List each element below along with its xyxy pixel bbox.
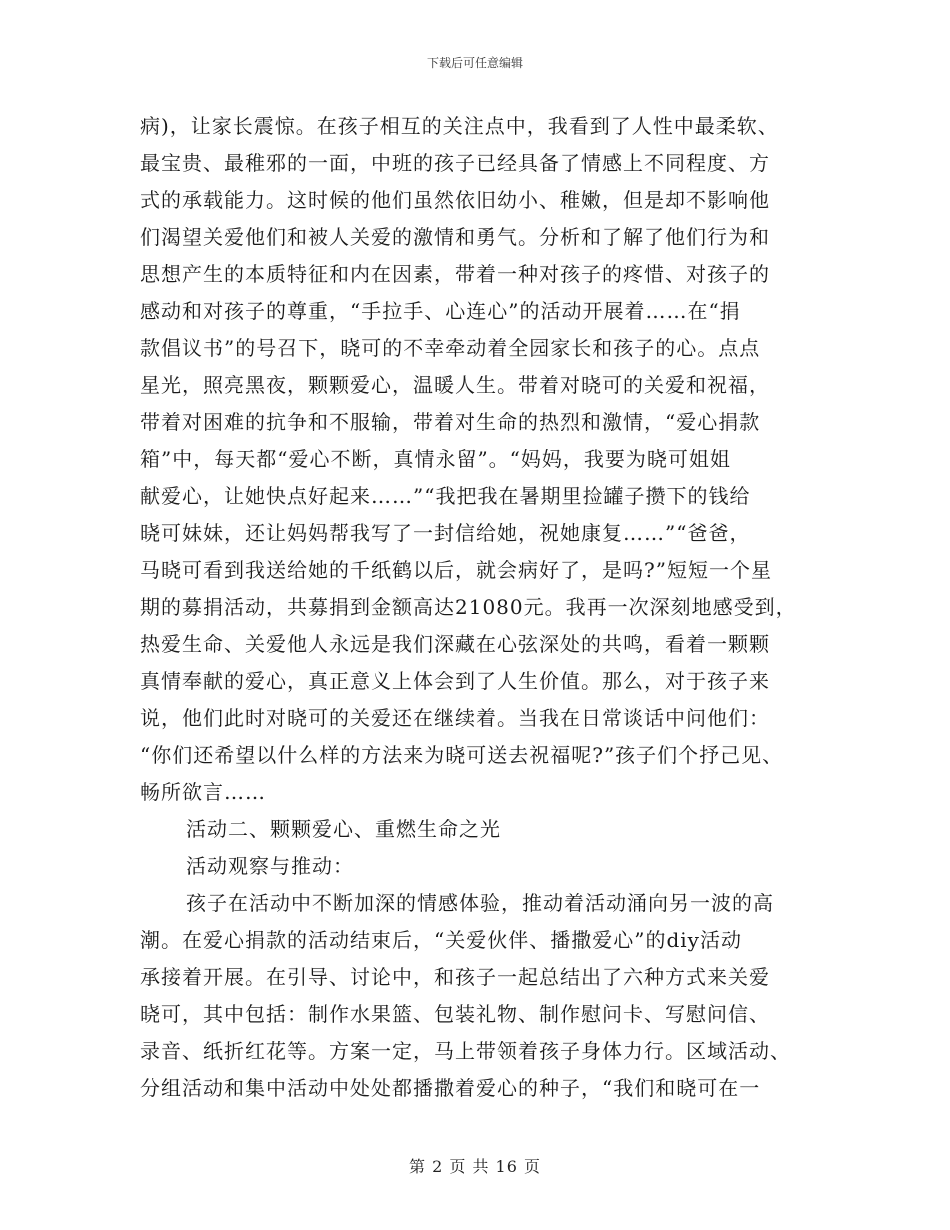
- text-line: 们渴望关爱他们和被人关爱的激情和勇气。分析和了解了他们行为和: [140, 225, 770, 249]
- text-line: 说，他们此时对晓可的关爱还在继续着。当我在日常谈话中问他们：: [140, 706, 770, 730]
- text-line: 最宝贵、最稚邪的一面，中班的孩子已经具备了情感上不同程度、方: [140, 151, 770, 175]
- text-line: 感动和对孩子的尊重，“手拉手、心连心”的活动开展着……在“捐: [140, 299, 741, 323]
- text-line: 思想产生的本质特征和内在因素，带着一种对孩子的疼惜、对孩子的: [140, 262, 770, 286]
- text-line: 分组活动和集中活动中处处都播撒着爱心的种子，“我们和晓可在一: [140, 1076, 761, 1100]
- text-line: 期的募捐活动，共募捐到金额高达21080元。我再一次深刻地感受到，: [140, 595, 797, 619]
- text-line: 潮。在爱心捐款的活动结束后，“关爱伙伴、播撒爱心”的diy活动: [140, 928, 742, 952]
- text-line: 马晓可看到我送给她的千纸鹤以后，就会病好了，是吗?”短短一个星: [140, 558, 772, 582]
- text-line: 病)，让家长震惊。在孩子相互的关注点中，我看到了人性中最柔软、: [140, 114, 779, 138]
- text-line: 录音、纸折红花等。方案一定，马上带领着孩子身体力行。区域活动、: [140, 1039, 791, 1063]
- text-line: 真情奉献的爱心，真正意义上体会到了人生价值。那么，对于孩子来: [140, 669, 770, 693]
- subsection-heading: 活动观察与推动：: [186, 854, 354, 878]
- text-line: 热爱生命、关爱他人永远是我们深藏在心弦深处的共鸣，看着一颗颗: [140, 632, 770, 656]
- text-line: 款倡议书”的号召下，晓可的不幸牵动着全园家长和孩子的心。点点: [140, 336, 761, 360]
- text-line: 晓可妹妹，还让妈妈帮我写了一封信给她，祝她康复……”“爸爸，: [140, 521, 751, 545]
- section-heading: 活动二、颗颗爱心、重燃生命之光: [186, 817, 501, 841]
- text-line: 星光，照亮黑夜，颗颗爱心，温暖人生。带着对晓可的关爱和祝福，: [140, 373, 770, 397]
- text-line: 带着对困难的抗争和不服输，带着对生命的热烈和激情，“爱心捐款: [140, 410, 761, 434]
- paragraph-start-line: 孩子在活动中不断加深的情感体验，推动着活动涌向另一波的高: [186, 891, 774, 915]
- text-line: “你们还希望以什么样的方法来为晓可送去祝福呢?”孩子们个抒己见、: [140, 743, 784, 767]
- text-line: 献爱心，让她快点好起来……”“我把我在暑期里捡罐子攒下的钱给: [140, 484, 751, 508]
- text-line: 承接着开展。在引导、讨论中，和孩子一起总结出了六种方式来关爱: [140, 965, 770, 989]
- text-line: 箱”中，每天都“爱心不断，真情永留”。“妈妈，我要为晓可姐姐: [140, 447, 731, 471]
- text-line: 式的承载能力。这时候的他们虽然依旧幼小、稚嫩，但是却不影响他: [140, 188, 770, 212]
- header-note: 下载后可任意编辑: [426, 56, 523, 70]
- page-number: 第 2 页 共 16 页: [409, 1157, 541, 1176]
- text-line: 晓可，其中包括：制作水果篮、包装礼物、制作慰问卡、写慰问信、: [140, 1002, 770, 1026]
- document-body: [140, 108, 820, 1107]
- text-line: 畅所欲言……: [140, 780, 266, 804]
